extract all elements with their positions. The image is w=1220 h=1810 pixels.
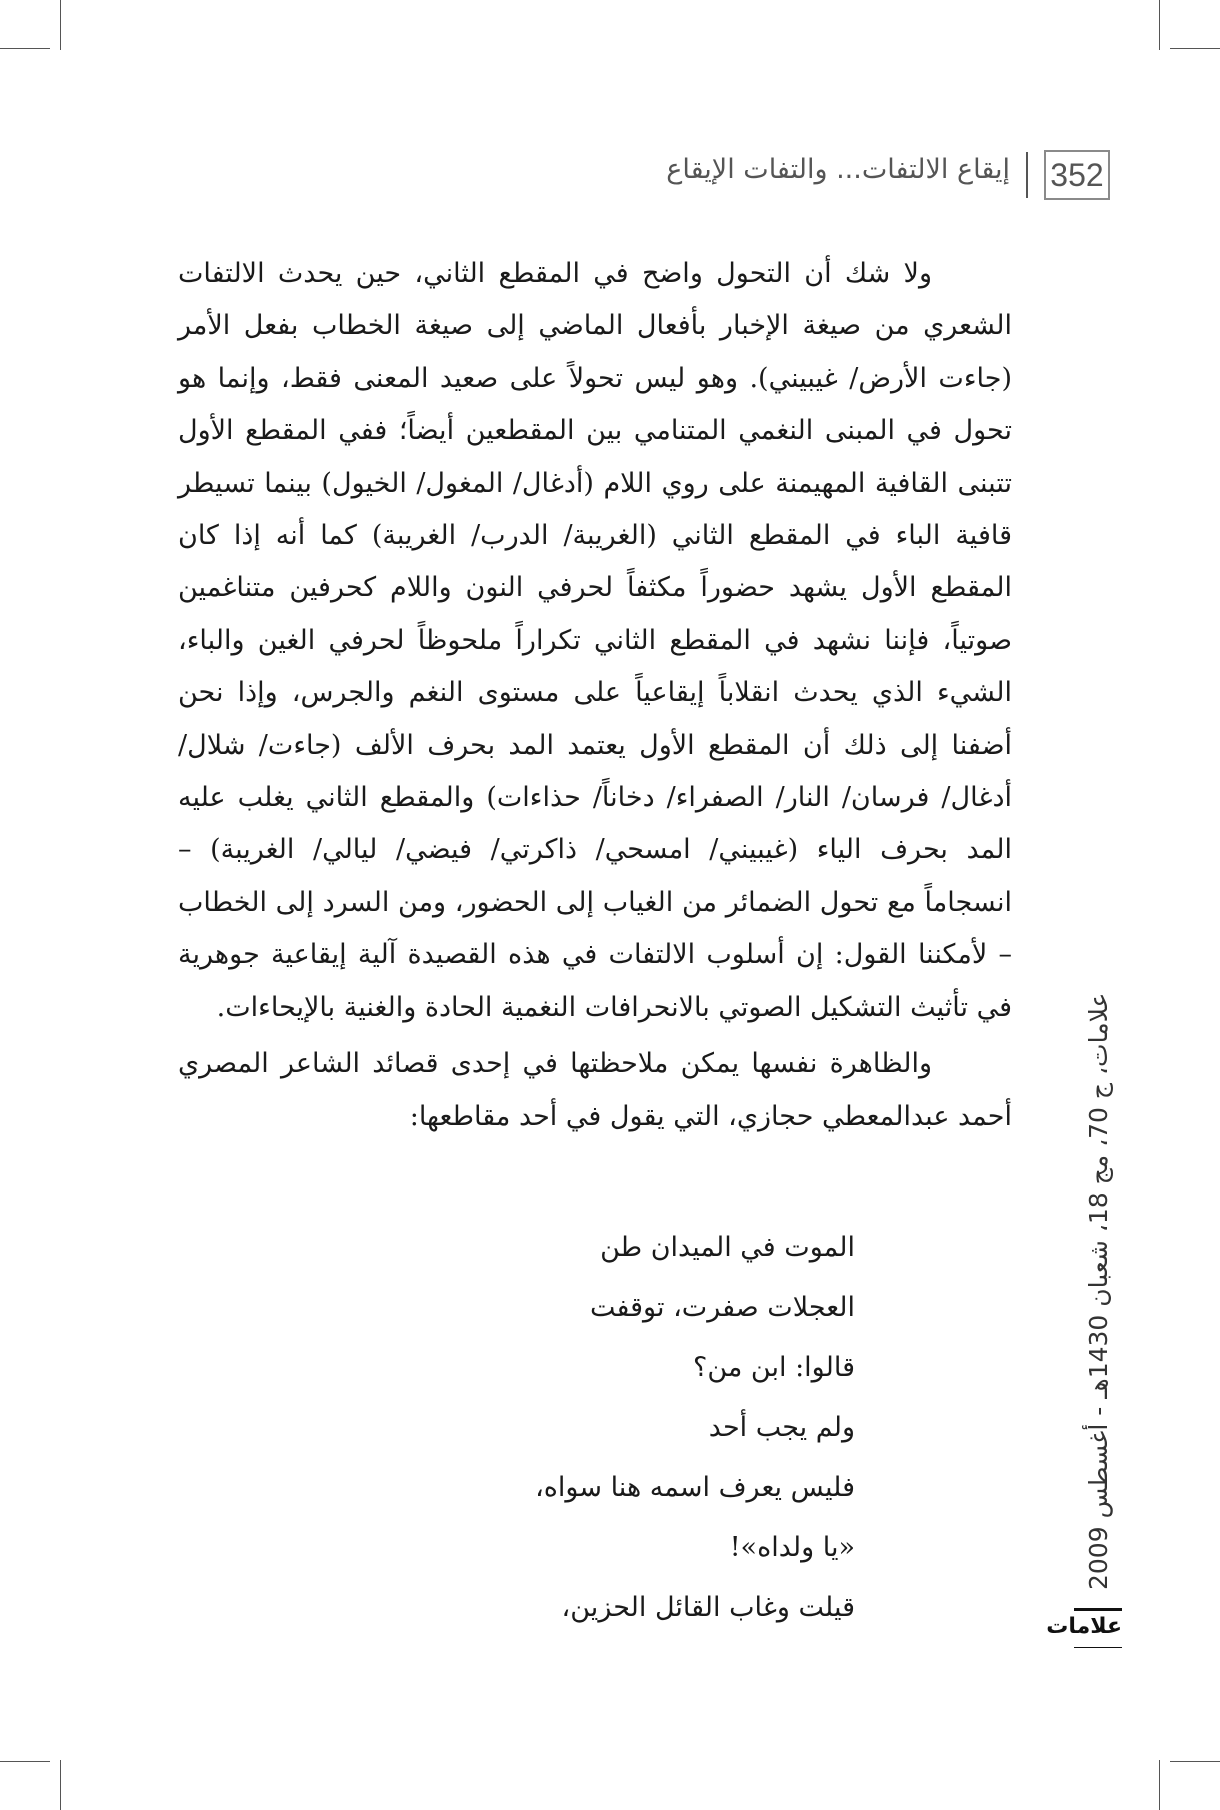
poem-line: فليس يعرف اسمه هنا سواه، — [535, 1472, 855, 1503]
page-number: 352 — [1044, 150, 1110, 200]
poem-line: العجلات صفرت، توقفت — [589, 1292, 855, 1323]
header-divider — [1026, 152, 1028, 198]
journal-issue-info: علامات، ج 70، مج 18، شعبان 1430هـ - أغسطس 2009 — [1084, 992, 1113, 1590]
crop-mark — [60, 1760, 61, 1810]
crop-mark — [1170, 48, 1220, 49]
body-paragraph: والظاهرة نفسها يمكن ملاحظتها في إحدى قصائد الشاعر المصري أحمد عبدالمعطي حجازي، التي يقول في أحد مقاطعها: — [178, 1048, 1012, 1132]
journal-logo: علامات — [1074, 1608, 1122, 1648]
poem-line: الموت في الميدان طن — [600, 1232, 855, 1263]
crop-mark — [60, 0, 61, 50]
crop-mark — [1170, 1761, 1220, 1762]
page-header — [560, 150, 1110, 210]
journal-sidebar — [1072, 960, 1122, 1640]
poem-excerpt — [355, 1218, 855, 1638]
crop-mark — [0, 1761, 50, 1762]
crop-mark — [1159, 1760, 1160, 1810]
running-title: إيقاع الالتفات... والتفات الإيقاع — [666, 154, 1010, 185]
body-paragraph: ولا شك أن التحول واضح في المقطع الثاني، حين يحدث الالتفات الشعري من صيغة الإخبار بأفعال الماضي إلى صيغة الخطاب بفعل الأمر (جاءت الأرض/ غيبيني). وهو ليس تحولاً على صعيد المعنى فقط، وإنما هو تحول في المبنى النغمي المتنامي بين المقطعين أيضاً؛ ففي المقطع الأول تتبنى القافية المهيمنة على روي اللام (أدغال/ المغول/ الخيول) بينما تسيطر قافية الباء في المقطع الثاني (الغريبة/ الدرب/ الغريبة) كما أنه إذا كان المقطع الأول يشهد حضوراً مكثفاً لحرفي النون واللام كحرفين متناغمين صوتياً، فإننا نشهد في المقطع الثاني تكراراً ملحوظاً لحرفي الغين والباء، الشيء الذي يحدث انقلاباً إيقاعياً على مستوى النغم والجرس، وإذا نحن أضفنا إلى ذلك أن المقطع الأول يعتمد المد بحرف الألف (جاءت/ شلال/ أدغال/ فرسان/ النار/ الصفراء/ دخاناً/ حذاءات) والمقطع الثاني يغلب عليه المد بحرف الياء (غيبيني/ امسحي/ ذاكرتي/ فيضي/ ليالي/ الغريبة) – انسجاماً مع تحول الضمائر من الغياب إلى الحضور، ومن السرد إلى الخطاب – لأمكننا القول: إن أسلوب الالتفات في هذه القصيدة آلية إيقاعية جوهرية في تأثيث التشكيل الصوتي بالانحرافات النغمية الحادة والغنية بالإيحاءات. — [178, 258, 1012, 1023]
poem-line: ولم يجب أحد — [708, 1412, 855, 1443]
poem-line: قيلت وغاب القائل الحزين، — [561, 1592, 855, 1623]
article-body — [178, 248, 1012, 1143]
poem-line: قالوا: ابن من؟ — [693, 1352, 855, 1383]
poem-line: «يا ولداه»! — [729, 1532, 855, 1563]
crop-mark — [0, 48, 50, 49]
crop-mark — [1159, 0, 1160, 50]
